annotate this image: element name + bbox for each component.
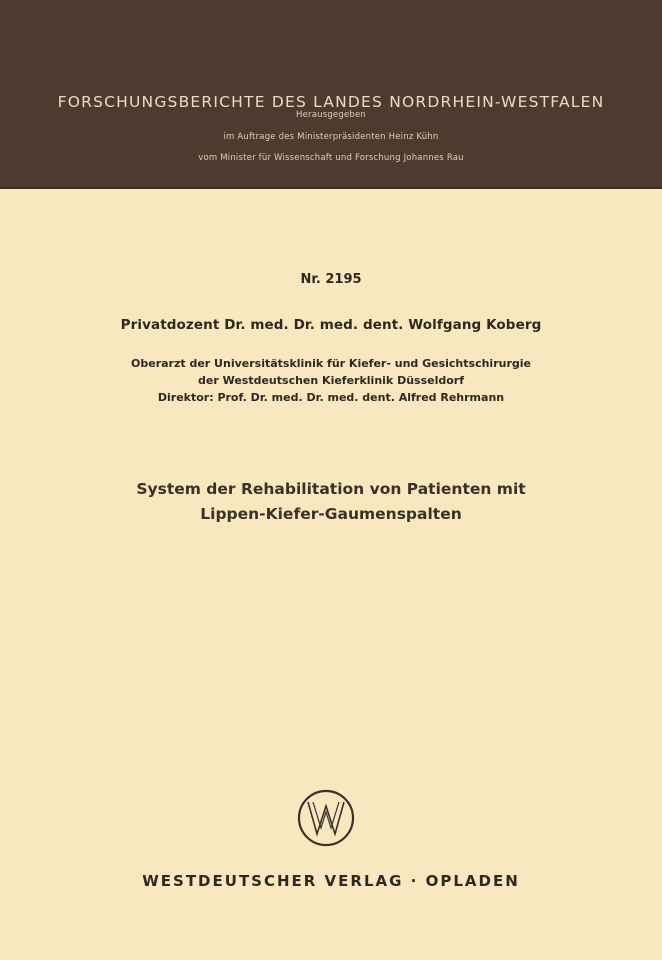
author-name: Privatdozent Dr. med. Dr. med. dent. Wolfgang Koberg: [120, 317, 542, 333]
wv-monogram-logo-icon: [296, 788, 356, 848]
commission-line: im Auftrage des Ministerpräsidenten Heinz Kühn: [223, 132, 439, 142]
affiliation-line: Oberarzt der Universitätsklinik für Kiefer- und Gesichtschirurgie: [131, 357, 531, 370]
minister-line: vom Minister für Wissenschaft und Forschung Johannes Rau: [198, 153, 464, 163]
publisher-name: WESTDEUTSCHER VERLAG · OPLADEN: [142, 872, 520, 890]
editor-line: Herausgegeben: [295, 110, 366, 120]
book-title-line: Lippen-Kiefer-Gaumenspalten: [200, 505, 462, 523]
affiliation-line: der Westdeutschen Kieferklinik Düsseldorf: [198, 374, 464, 387]
affiliation-line: Direktor: Prof. Dr. med. Dr. med. dent. Alfred Rehrmann: [157, 391, 505, 404]
series-title: FORSCHUNGSBERICHTE DES LANDES NORDRHEIN-WESTFALEN: [57, 93, 605, 111]
report-number: Nr. 2195: [300, 272, 362, 287]
series-header-band: [0, 0, 662, 189]
book-title-line: System der Rehabilitation von Patienten mit: [136, 480, 526, 498]
